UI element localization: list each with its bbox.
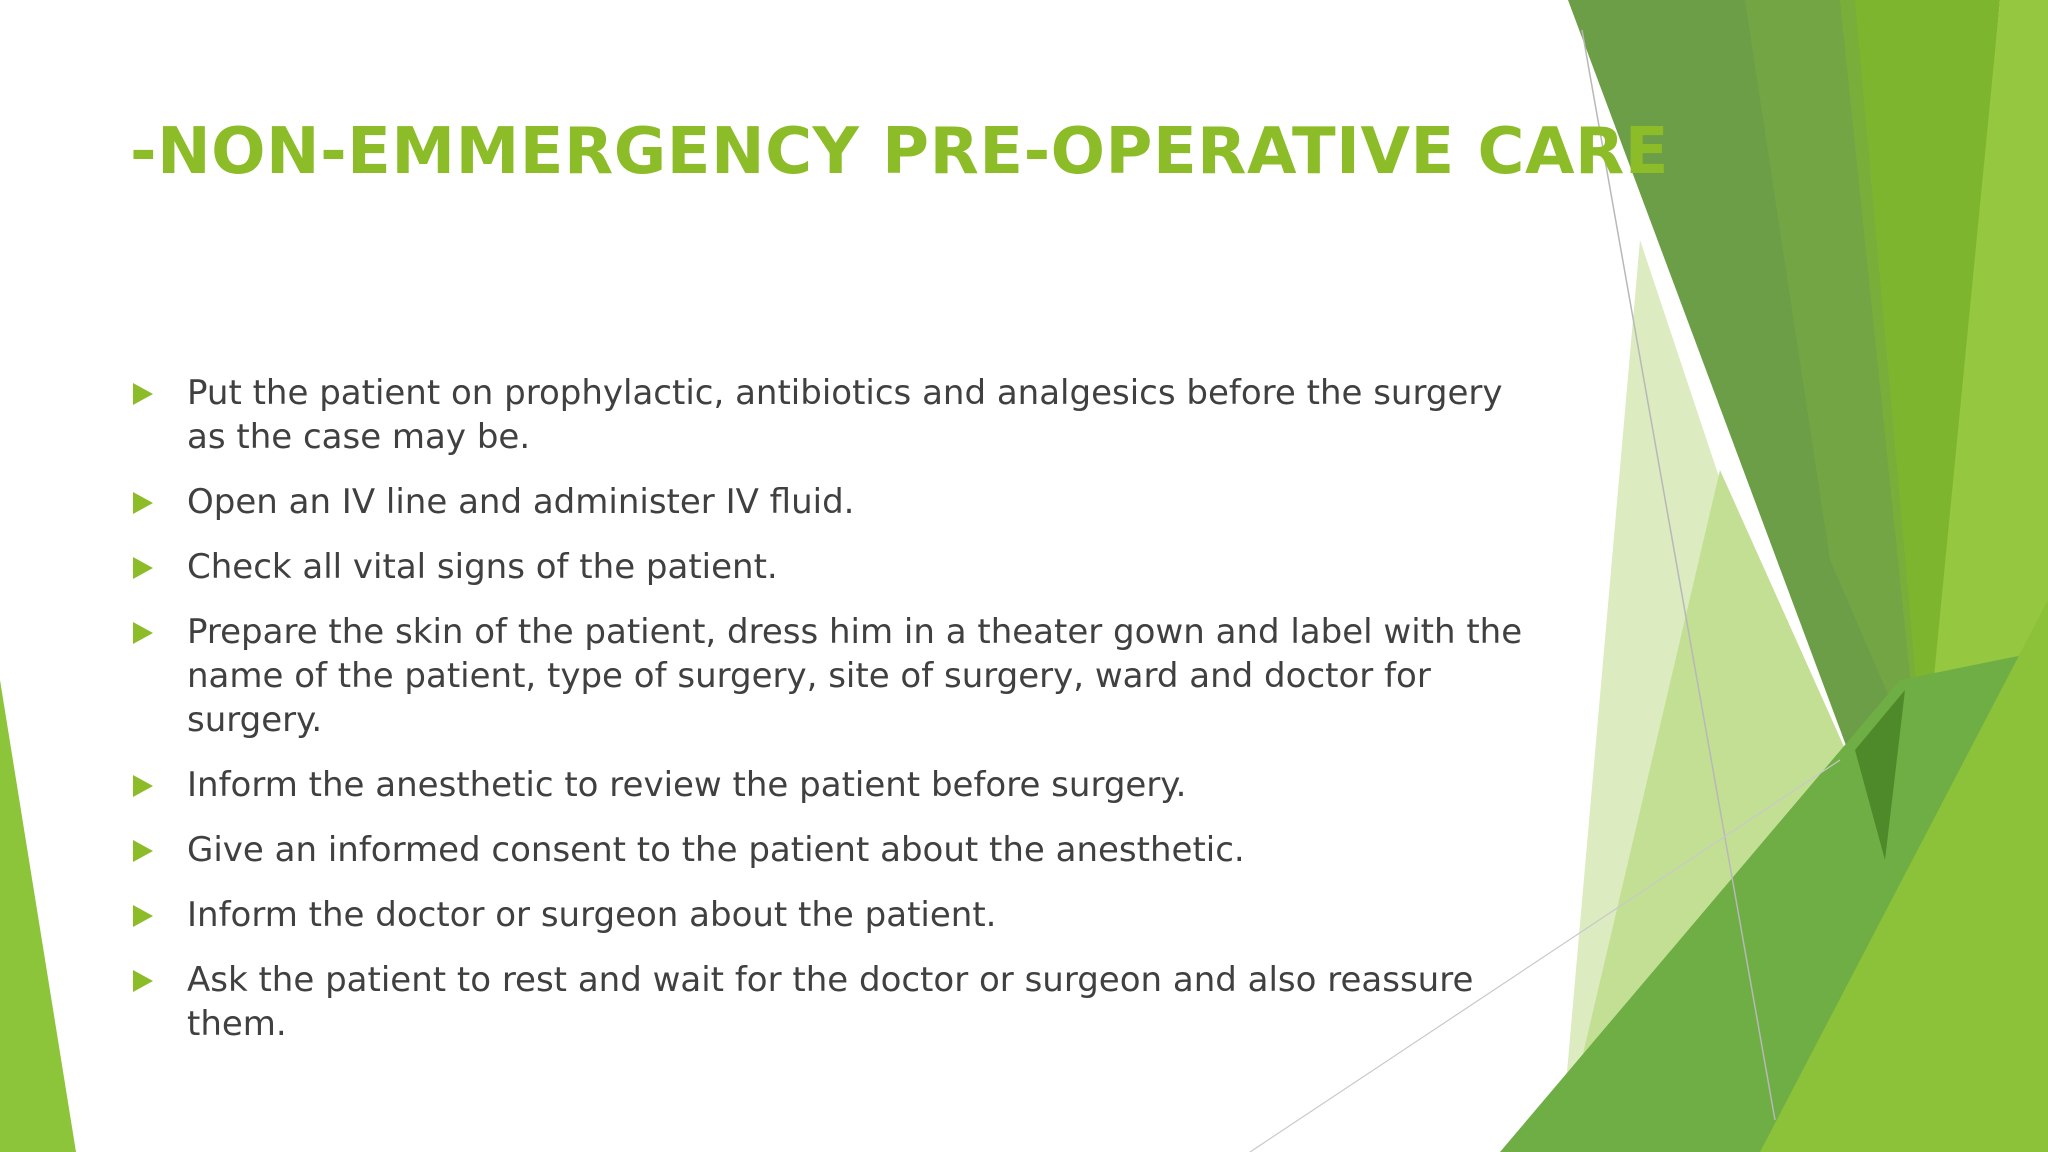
bullet-text: Prepare the skin of the patient, dress him in a theater gown and label with the name of the patient, type of surgery, site of surgery, ward and doctor for surgery.	[187, 612, 1523, 740]
list-item	[130, 545, 1550, 589]
triangle-bullet-icon	[133, 905, 153, 927]
bullet-text: Inform the doctor or surgeon about the patient.	[187, 895, 997, 935]
bullet-text: Open an IV line and administer IV fluid.	[187, 482, 855, 522]
bullet-text: Inform the anesthetic to review the patient before surgery.	[187, 765, 1187, 805]
list-item	[130, 763, 1550, 807]
list-item	[130, 828, 1550, 872]
list-item	[130, 893, 1550, 937]
list-item	[130, 958, 1550, 1046]
triangle-bullet-icon	[133, 557, 153, 579]
bullet-text: Ask the patient to rest and wait for the doctor or surgeon and also reassure them.	[187, 960, 1474, 1044]
triangle-bullet-icon	[133, 492, 153, 514]
bullet-text: Check all vital signs of the patient.	[187, 547, 778, 587]
triangle-bullet-icon	[133, 775, 153, 797]
left-green-sliver	[0, 680, 76, 1152]
list-item	[130, 371, 1550, 459]
bullet-text: Give an informed consent to the patient about the anesthetic.	[187, 830, 1245, 870]
triangle-bullet-icon	[133, 383, 153, 405]
triangle-bullet-icon	[133, 970, 153, 992]
list-item	[130, 610, 1550, 742]
bullet-list	[130, 371, 1550, 1067]
slide-title: -NON-EMMERGENCY PRE-OPERATIVE CARE	[130, 115, 1669, 189]
triangle-bullet-icon	[133, 840, 153, 862]
bullet-text: Put the patient on prophylactic, antibiotics and analgesics before the surgery as the case may be.	[187, 373, 1503, 457]
triangle-bullet-icon	[133, 622, 153, 644]
list-item	[130, 480, 1550, 524]
